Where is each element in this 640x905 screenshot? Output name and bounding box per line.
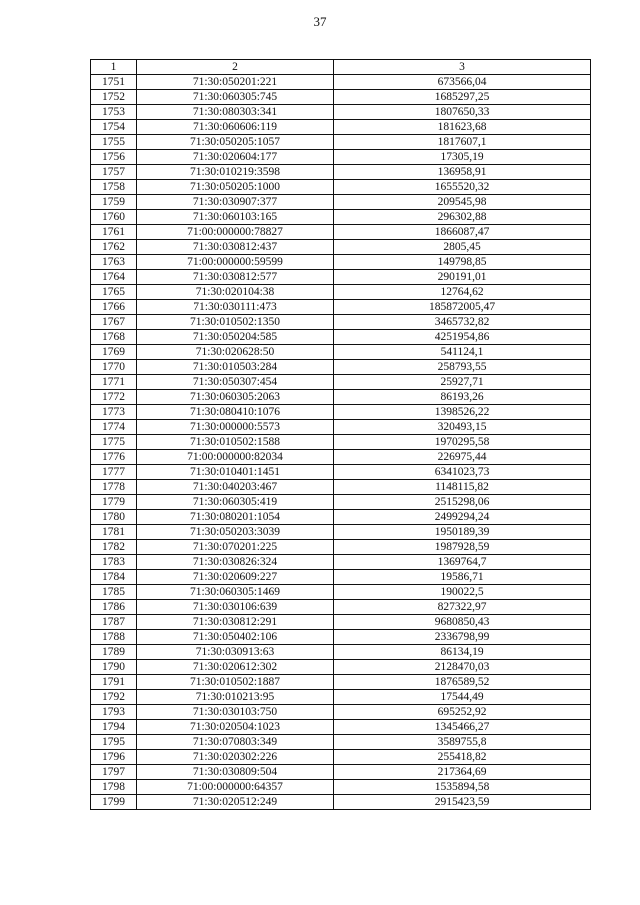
row-number-cell: 1759: [91, 195, 137, 210]
value-cell: 217364,69: [334, 765, 591, 780]
cadastral-number-cell: 71:30:080410:1076: [137, 405, 334, 420]
row-number-cell: 1795: [91, 735, 137, 750]
cadastral-number-cell: 71:30:020612:302: [137, 660, 334, 675]
value-cell: 1817607,1: [334, 135, 591, 150]
cadastral-number-cell: 71:00:000000:64357: [137, 780, 334, 795]
table-row: [91, 555, 591, 570]
row-number-cell: 1768: [91, 330, 137, 345]
table-row: [91, 525, 591, 540]
cadastral-number-cell: 71:30:050201:221: [137, 75, 334, 90]
value-cell: 1148115,82: [334, 480, 591, 495]
table-row: [91, 300, 591, 315]
value-cell: 1970295,58: [334, 435, 591, 450]
row-number-cell: 1753: [91, 105, 137, 120]
row-number-cell: 1799: [91, 795, 137, 810]
cadastral-number-cell: 71:30:050205:1057: [137, 135, 334, 150]
table-row: [91, 225, 591, 240]
cadastral-number-cell: 71:00:000000:82034: [137, 450, 334, 465]
table-row: [91, 465, 591, 480]
table-row: [91, 405, 591, 420]
table-row: [91, 615, 591, 630]
value-cell: 12764,62: [334, 285, 591, 300]
row-number-cell: 1797: [91, 765, 137, 780]
table-row: [91, 660, 591, 675]
row-number-cell: 1783: [91, 555, 137, 570]
table-row: [91, 105, 591, 120]
cadastral-number-cell: 71:30:030907:377: [137, 195, 334, 210]
table-row: [91, 315, 591, 330]
cadastral-number-cell: 71:30:010502:1887: [137, 675, 334, 690]
row-number-cell: 1782: [91, 540, 137, 555]
value-cell: 258793,55: [334, 360, 591, 375]
row-number-cell: 1763: [91, 255, 137, 270]
table-row: [91, 420, 591, 435]
value-cell: 827322,97: [334, 600, 591, 615]
value-cell: 2805,45: [334, 240, 591, 255]
cadastral-number-cell: 71:30:030103:750: [137, 705, 334, 720]
row-number-cell: 1754: [91, 120, 137, 135]
table-row: [91, 345, 591, 360]
table-row: [91, 720, 591, 735]
cadastral-number-cell: 71:30:020604:177: [137, 150, 334, 165]
cadastral-number-cell: 71:30:060103:165: [137, 210, 334, 225]
cadastral-number-cell: 71:30:040203:467: [137, 480, 334, 495]
table-row: [91, 390, 591, 405]
table-row: [91, 570, 591, 585]
row-number-cell: 1758: [91, 180, 137, 195]
column-header: 1: [91, 60, 137, 75]
column-header: 3: [334, 60, 591, 75]
column-header: 2: [137, 60, 334, 75]
value-cell: 19586,71: [334, 570, 591, 585]
value-cell: 25927,71: [334, 375, 591, 390]
table-row: [91, 735, 591, 750]
table-row: [91, 585, 591, 600]
table-row: [91, 630, 591, 645]
table-row: [91, 360, 591, 375]
cadastral-number-cell: 71:30:050203:3039: [137, 525, 334, 540]
cadastral-number-cell: 71:30:020512:249: [137, 795, 334, 810]
cadastral-number-cell: 71:30:010213:95: [137, 690, 334, 705]
cadastral-number-cell: 71:30:030106:639: [137, 600, 334, 615]
value-cell: 320493,15: [334, 420, 591, 435]
row-number-cell: 1788: [91, 630, 137, 645]
table-row: [91, 165, 591, 180]
cadastral-number-cell: 71:30:010503:284: [137, 360, 334, 375]
value-cell: 2915423,59: [334, 795, 591, 810]
cadastral-number-cell: 71:30:020302:226: [137, 750, 334, 765]
row-number-cell: 1773: [91, 405, 137, 420]
row-number-cell: 1778: [91, 480, 137, 495]
value-cell: 1987928,59: [334, 540, 591, 555]
value-cell: 3589755,8: [334, 735, 591, 750]
cadastral-number-cell: 71:30:010502:1350: [137, 315, 334, 330]
value-cell: 3465732,82: [334, 315, 591, 330]
value-cell: 86193,26: [334, 390, 591, 405]
value-cell: 226975,44: [334, 450, 591, 465]
cadastral-number-cell: 71:30:060606:119: [137, 120, 334, 135]
value-cell: 136958,91: [334, 165, 591, 180]
row-number-cell: 1791: [91, 675, 137, 690]
row-number-cell: 1757: [91, 165, 137, 180]
cadastral-number-cell: 71:30:030812:577: [137, 270, 334, 285]
row-number-cell: 1771: [91, 375, 137, 390]
value-cell: 4251954,86: [334, 330, 591, 345]
table-row: [91, 435, 591, 450]
value-cell: 290191,01: [334, 270, 591, 285]
cadastral-number-cell: 71:30:070201:225: [137, 540, 334, 555]
table-row: [91, 180, 591, 195]
table-row: [91, 285, 591, 300]
row-number-cell: 1767: [91, 315, 137, 330]
cadastral-number-cell: 71:30:020104:38: [137, 285, 334, 300]
table-row: [91, 135, 591, 150]
value-cell: 2515298,06: [334, 495, 591, 510]
row-number-cell: 1769: [91, 345, 137, 360]
value-cell: 2336798,99: [334, 630, 591, 645]
cadastral-number-cell: 71:30:010502:1588: [137, 435, 334, 450]
row-number-cell: 1774: [91, 420, 137, 435]
table-row: [91, 765, 591, 780]
cadastral-number-cell: 71:30:020609:227: [137, 570, 334, 585]
table-row: [91, 240, 591, 255]
cadastral-number-cell: 71:30:080303:341: [137, 105, 334, 120]
row-number-cell: 1775: [91, 435, 137, 450]
value-cell: 1655520,32: [334, 180, 591, 195]
cadastral-number-cell: 71:30:030826:324: [137, 555, 334, 570]
row-number-cell: 1764: [91, 270, 137, 285]
cadastral-number-cell: 71:30:050204:585: [137, 330, 334, 345]
value-cell: 1535894,58: [334, 780, 591, 795]
table-row: [91, 150, 591, 165]
cadastral-number-cell: 71:30:060305:2063: [137, 390, 334, 405]
table-row: [91, 195, 591, 210]
cadastral-number-cell: 71:30:030913:63: [137, 645, 334, 660]
cadastral-number-cell: 71:30:050205:1000: [137, 180, 334, 195]
table-row: [91, 210, 591, 225]
row-number-cell: 1792: [91, 690, 137, 705]
row-number-cell: 1786: [91, 600, 137, 615]
cadastral-number-cell: 71:30:030111:473: [137, 300, 334, 315]
cadastral-number-cell: 71:30:000000:5573: [137, 420, 334, 435]
table-row: [91, 540, 591, 555]
cadastral-number-cell: 71:30:060305:745: [137, 90, 334, 105]
row-number-cell: 1765: [91, 285, 137, 300]
value-cell: 9680850,43: [334, 615, 591, 630]
value-cell: 255418,82: [334, 750, 591, 765]
table-row: [91, 330, 591, 345]
cadastral-number-cell: 71:30:030812:291: [137, 615, 334, 630]
row-number-cell: 1781: [91, 525, 137, 540]
cadastral-number-cell: 71:30:020628:50: [137, 345, 334, 360]
row-number-cell: 1780: [91, 510, 137, 525]
cadastral-number-cell: 71:00:000000:59599: [137, 255, 334, 270]
table-row: [91, 705, 591, 720]
value-cell: 17544,49: [334, 690, 591, 705]
value-cell: 181623,68: [334, 120, 591, 135]
cadastral-number-cell: 71:30:030812:437: [137, 240, 334, 255]
value-cell: 296302,88: [334, 210, 591, 225]
value-cell: 1876589,52: [334, 675, 591, 690]
cadastral-number-cell: 71:30:020504:1023: [137, 720, 334, 735]
cadastral-number-cell: 71:30:060305:1469: [137, 585, 334, 600]
value-cell: 86134,19: [334, 645, 591, 660]
cadastral-number-cell: 71:30:050402:106: [137, 630, 334, 645]
table-row: [91, 375, 591, 390]
row-number-cell: 1761: [91, 225, 137, 240]
value-cell: 695252,92: [334, 705, 591, 720]
row-number-cell: 1798: [91, 780, 137, 795]
row-number-cell: 1794: [91, 720, 137, 735]
row-number-cell: 1760: [91, 210, 137, 225]
row-number-cell: 1751: [91, 75, 137, 90]
value-cell: 2128470,03: [334, 660, 591, 675]
cadastral-number-cell: 71:30:010401:1451: [137, 465, 334, 480]
row-number-cell: 1756: [91, 150, 137, 165]
cadastral-number-cell: 71:30:060305:419: [137, 495, 334, 510]
value-cell: 1685297,25: [334, 90, 591, 105]
table-row: [91, 675, 591, 690]
row-number-cell: 1790: [91, 660, 137, 675]
value-cell: 541124,1: [334, 345, 591, 360]
table-row: [91, 90, 591, 105]
row-number-cell: 1772: [91, 390, 137, 405]
value-cell: 1866087,47: [334, 225, 591, 240]
row-number-cell: 1779: [91, 495, 137, 510]
value-cell: 2499294,24: [334, 510, 591, 525]
row-number-cell: 1793: [91, 705, 137, 720]
page-number: 37: [313, 14, 327, 29]
table-row: [91, 600, 591, 615]
table-row: [91, 495, 591, 510]
value-cell: 185872005,47: [334, 300, 591, 315]
row-number-cell: 1755: [91, 135, 137, 150]
row-number-cell: 1789: [91, 645, 137, 660]
table-body: [91, 75, 591, 810]
value-cell: 1345466,27: [334, 720, 591, 735]
row-number-cell: 1785: [91, 585, 137, 600]
row-number-cell: 1777: [91, 465, 137, 480]
row-number-cell: 1770: [91, 360, 137, 375]
table-row: [91, 270, 591, 285]
table-header-row: [91, 60, 591, 75]
cadastral-number-cell: 71:30:030809:504: [137, 765, 334, 780]
data-table: [90, 59, 591, 810]
row-number-cell: 1752: [91, 90, 137, 105]
value-cell: 1398526,22: [334, 405, 591, 420]
table-row: [91, 75, 591, 90]
table-row: [91, 780, 591, 795]
row-number-cell: 1796: [91, 750, 137, 765]
value-cell: 673566,04: [334, 75, 591, 90]
value-cell: 1369764,7: [334, 555, 591, 570]
row-number-cell: 1766: [91, 300, 137, 315]
row-number-cell: 1776: [91, 450, 137, 465]
value-cell: 17305,19: [334, 150, 591, 165]
value-cell: 209545,98: [334, 195, 591, 210]
cadastral-number-cell: 71:30:070803:349: [137, 735, 334, 750]
value-cell: 190022,5: [334, 585, 591, 600]
value-cell: 149798,85: [334, 255, 591, 270]
value-cell: 6341023,73: [334, 465, 591, 480]
row-number-cell: 1787: [91, 615, 137, 630]
table-row: [91, 795, 591, 810]
table-row: [91, 480, 591, 495]
cadastral-number-cell: 71:30:080201:1054: [137, 510, 334, 525]
row-number-cell: 1762: [91, 240, 137, 255]
cadastral-number-cell: 71:00:000000:78827: [137, 225, 334, 240]
cadastral-number-cell: 71:30:050307:454: [137, 375, 334, 390]
cadastral-number-cell: 71:30:010219:3598: [137, 165, 334, 180]
table-row: [91, 510, 591, 525]
table-row: [91, 255, 591, 270]
table-row: [91, 645, 591, 660]
table-row: [91, 120, 591, 135]
table-row: [91, 450, 591, 465]
table-row: [91, 690, 591, 705]
row-number-cell: 1784: [91, 570, 137, 585]
table-row: [91, 750, 591, 765]
value-cell: 1950189,39: [334, 525, 591, 540]
value-cell: 1807650,33: [334, 105, 591, 120]
